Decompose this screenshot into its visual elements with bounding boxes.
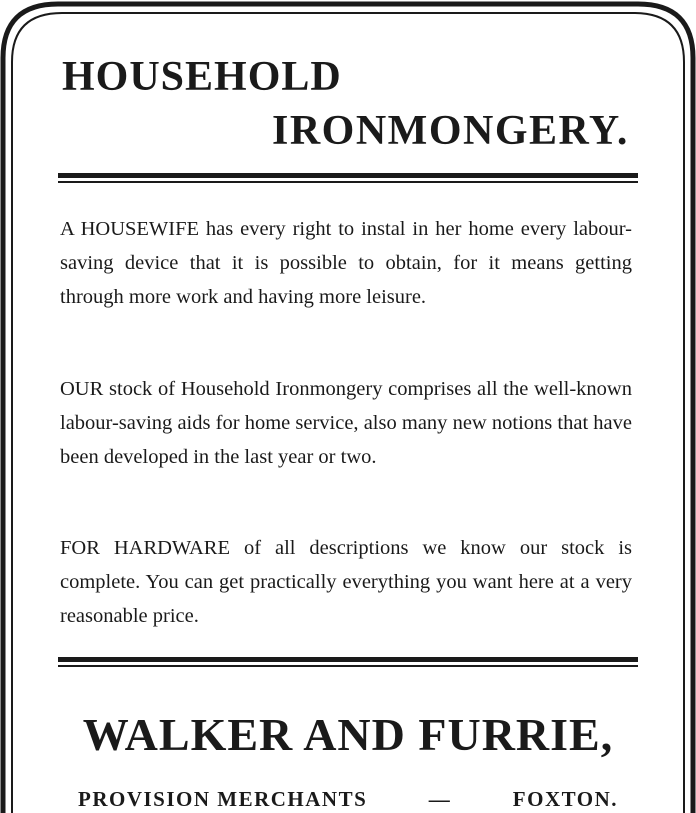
heading-line-1: HOUSEHOLD	[62, 54, 342, 100]
double-rule-top	[58, 173, 638, 183]
paragraph-stock: OUR stock of Household Ironmongery comprises all the well-known labour-saving aids for home service, also many new notions that have been developed in the last year or two.	[60, 378, 632, 468]
firm-trade: PROVISION MERCHANTS	[78, 787, 368, 811]
firm-subtitle	[78, 789, 618, 810]
firm-name: WALKER AND FURRIE,	[82, 709, 614, 760]
paragraph-housewife: A HOUSEWIFE has every right to instal in her home every labour-saving device that it is possible to obtain, for it means getting through more work and having more leisure.	[60, 218, 632, 308]
double-rule-bottom	[58, 657, 638, 667]
heading-line-2: IRONMONGERY.	[272, 108, 629, 154]
firm-town: FOXTON.	[512, 787, 618, 811]
firm-dash: —	[428, 787, 452, 811]
paragraph-hardware: FOR HARDWARE of all descriptions we know our stock is complete. You can get practically everything you want here at a very reasonable price.	[60, 537, 632, 627]
